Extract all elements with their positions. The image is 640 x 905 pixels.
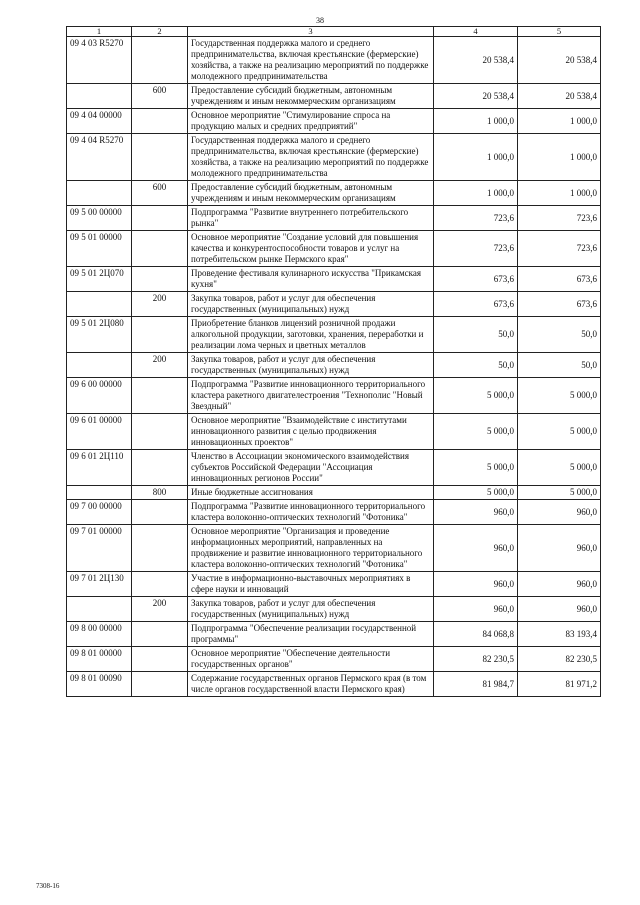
value-col5-cell: 673,6: [518, 267, 601, 292]
value-col5-cell: 673,6: [518, 292, 601, 317]
expense-type-cell: [132, 134, 188, 181]
expense-type-cell: 200: [132, 597, 188, 622]
value-col5-cell: 5 000,0: [518, 486, 601, 500]
name-cell: Предоставление субсидий бюджетным, автономным учреждениям и иным некоммерческим организациям: [188, 84, 434, 109]
expense-type-cell: [132, 231, 188, 267]
code-cell: [67, 486, 132, 500]
footer-code: 7308-16: [36, 882, 60, 890]
value-col5-cell: 50,0: [518, 353, 601, 378]
name-cell: Подпрограмма "Развитие внутреннего потребительского рынка": [188, 206, 434, 231]
code-cell: 09 8 00 00000: [67, 622, 132, 647]
code-cell: 09 6 00 00000: [67, 378, 132, 414]
code-cell: 09 5 00 00000: [67, 206, 132, 231]
expense-type-cell: 600: [132, 181, 188, 206]
name-cell: Участие в информационно-выставочных мероприятиях в сфере науки и инноваций: [188, 572, 434, 597]
table-row: [67, 353, 601, 378]
code-cell: [67, 353, 132, 378]
name-cell: Проведение фестиваля кулинарного искусства "Прикамская кухня": [188, 267, 434, 292]
value-col4-cell: 50,0: [434, 353, 518, 378]
table-row: [67, 597, 601, 622]
code-cell: 09 6 01 00000: [67, 414, 132, 450]
expense-type-cell: [132, 572, 188, 597]
value-col4-cell: 5 000,0: [434, 378, 518, 414]
value-col4-cell: 50,0: [434, 317, 518, 353]
value-col4-cell: 1 000,0: [434, 109, 518, 134]
code-cell: 09 7 01 2Ц130: [67, 572, 132, 597]
value-col4-cell: 82 230,5: [434, 647, 518, 672]
value-col5-cell: 50,0: [518, 317, 601, 353]
name-cell: Подпрограмма "Развитие инновационного территориального кластера ракетного двигателестроения "Технополис "Новый Звездный": [188, 378, 434, 414]
code-cell: [67, 84, 132, 109]
table-row: [67, 231, 601, 267]
expense-type-cell: [132, 500, 188, 525]
expense-type-cell: 800: [132, 486, 188, 500]
name-cell: Иные бюджетные ассигнования: [188, 486, 434, 500]
code-cell: 09 6 01 2Ц110: [67, 450, 132, 486]
header-cell: 4: [434, 27, 518, 37]
name-cell: Подпрограмма "Обеспечение реализации государственной программы": [188, 622, 434, 647]
name-cell: Подпрограмма "Развитие инновационного территориального кластера волоконно-оптических технологий "Фотоника": [188, 500, 434, 525]
expense-type-cell: [132, 109, 188, 134]
expense-type-cell: [132, 206, 188, 231]
value-col5-cell: 5 000,0: [518, 378, 601, 414]
header-cell: 2: [132, 27, 188, 37]
value-col4-cell: 1 000,0: [434, 134, 518, 181]
table-row: [67, 622, 601, 647]
value-col5-cell: 960,0: [518, 572, 601, 597]
code-cell: 09 8 01 00090: [67, 672, 132, 697]
value-col4-cell: 723,6: [434, 206, 518, 231]
code-cell: 09 8 01 00000: [67, 647, 132, 672]
table-row: [67, 181, 601, 206]
value-col4-cell: 673,6: [434, 292, 518, 317]
value-col5-cell: 960,0: [518, 525, 601, 572]
header-cell: 1: [67, 27, 132, 37]
value-col4-cell: 20 538,4: [434, 37, 518, 84]
value-col5-cell: 81 971,2: [518, 672, 601, 697]
budget-table: [66, 26, 601, 697]
expense-type-cell: [132, 414, 188, 450]
code-cell: 09 5 01 00000: [67, 231, 132, 267]
table-header-row: [67, 27, 601, 37]
value-col5-cell: 20 538,4: [518, 37, 601, 84]
value-col4-cell: 5 000,0: [434, 486, 518, 500]
name-cell: Закупка товаров, работ и услуг для обеспечения государственных (муниципальных) нужд: [188, 292, 434, 317]
header-cell: 5: [518, 27, 601, 37]
value-col4-cell: 20 538,4: [434, 84, 518, 109]
name-cell: Содержание государственных органов Пермского края (в том числе органов государственной власти Пермского края): [188, 672, 434, 697]
expense-type-cell: 200: [132, 353, 188, 378]
table-row: [67, 486, 601, 500]
value-col5-cell: 960,0: [518, 597, 601, 622]
table-row: [67, 267, 601, 292]
name-cell: Государственная поддержка малого и среднего предпринимательства, включая крестьянские (фермерские) хозяйства, а также на реализацию мероприятий по поддержке молодежного предпринимательства: [188, 37, 434, 84]
code-cell: [67, 597, 132, 622]
header-cell: 3: [188, 27, 434, 37]
code-cell: [67, 181, 132, 206]
expense-type-cell: [132, 37, 188, 84]
value-col5-cell: 723,6: [518, 206, 601, 231]
table-row: [67, 414, 601, 450]
expense-type-cell: 600: [132, 84, 188, 109]
value-col4-cell: 960,0: [434, 572, 518, 597]
expense-type-cell: [132, 622, 188, 647]
value-col5-cell: 723,6: [518, 231, 601, 267]
code-cell: 09 4 04 00000: [67, 109, 132, 134]
value-col4-cell: 723,6: [434, 231, 518, 267]
code-cell: 09 7 00 00000: [67, 500, 132, 525]
name-cell: Закупка товаров, работ и услуг для обеспечения государственных (муниципальных) нужд: [188, 353, 434, 378]
value-col4-cell: 673,6: [434, 267, 518, 292]
value-col4-cell: 5 000,0: [434, 414, 518, 450]
value-col4-cell: 81 984,7: [434, 672, 518, 697]
value-col4-cell: 960,0: [434, 525, 518, 572]
value-col4-cell: 5 000,0: [434, 450, 518, 486]
table-row: [67, 84, 601, 109]
expense-type-cell: 200: [132, 292, 188, 317]
name-cell: Основное мероприятие "Организация и проведение информационных мероприятий, направленных на продвижение и развитие инновационного территориального кластера волоконно-оптических технологий "Фотоника": [188, 525, 434, 572]
expense-type-cell: [132, 317, 188, 353]
table-row: [67, 450, 601, 486]
table-row: [67, 500, 601, 525]
table-row: [67, 672, 601, 697]
value-col4-cell: 84 068,8: [434, 622, 518, 647]
expense-type-cell: [132, 672, 188, 697]
table-row: [67, 572, 601, 597]
table-row: [67, 109, 601, 134]
table-row: [67, 647, 601, 672]
name-cell: Основное мероприятие "Взаимодействие с институтами инновационного развития с целью продвижения инновационных проектов": [188, 414, 434, 450]
code-cell: [67, 292, 132, 317]
name-cell: Основное мероприятие "Создание условий для повышения качества и конкурентоспособности товаров и услуг на потребительском рынке Пермского края": [188, 231, 434, 267]
table-row: [67, 317, 601, 353]
code-cell: 09 5 01 2Ц080: [67, 317, 132, 353]
name-cell: Членство в Ассоциации экономического взаимодействия субъектов Российской Федерации "Ассоциация инновационных регионов России": [188, 450, 434, 486]
expense-type-cell: [132, 450, 188, 486]
expense-type-cell: [132, 647, 188, 672]
value-col4-cell: 960,0: [434, 597, 518, 622]
value-col5-cell: 20 538,4: [518, 84, 601, 109]
value-col4-cell: 960,0: [434, 500, 518, 525]
value-col5-cell: 83 193,4: [518, 622, 601, 647]
page-number: 38: [316, 16, 324, 25]
name-cell: Предоставление субсидий бюджетным, автономным учреждениям и иным некоммерческим организациям: [188, 181, 434, 206]
expense-type-cell: [132, 525, 188, 572]
value-col5-cell: 5 000,0: [518, 414, 601, 450]
value-col5-cell: 1 000,0: [518, 109, 601, 134]
code-cell: 09 7 01 00000: [67, 525, 132, 572]
expense-type-cell: [132, 378, 188, 414]
table-row: [67, 206, 601, 231]
table-row: [67, 292, 601, 317]
table-row: [67, 134, 601, 181]
table-row: [67, 37, 601, 84]
value-col5-cell: 5 000,0: [518, 450, 601, 486]
name-cell: Закупка товаров, работ и услуг для обеспечения государственных (муниципальных) нужд: [188, 597, 434, 622]
code-cell: 09 4 04 R5270: [67, 134, 132, 181]
value-col5-cell: 1 000,0: [518, 181, 601, 206]
name-cell: Государственная поддержка малого и среднего предпринимательства, включая крестьянские (фермерские) хозяйства, а также на реализацию мероприятий по поддержке молодежного предпринимательства: [188, 134, 434, 181]
expense-type-cell: [132, 267, 188, 292]
value-col4-cell: 1 000,0: [434, 181, 518, 206]
name-cell: Приобретение бланков лицензий розничной продажи алкогольной продукции, заготовки, хранения, переработки и реализации лома черных и цветных металлов: [188, 317, 434, 353]
name-cell: Основное мероприятие "Обеспечение деятельности государственных органов": [188, 647, 434, 672]
value-col5-cell: 1 000,0: [518, 134, 601, 181]
value-col5-cell: 960,0: [518, 500, 601, 525]
code-cell: 09 4 03 R5270: [67, 37, 132, 84]
table-row: [67, 378, 601, 414]
code-cell: 09 5 01 2Ц070: [67, 267, 132, 292]
name-cell: Основное мероприятие "Стимулирование спроса на продукцию малых и средних предприятий": [188, 109, 434, 134]
value-col5-cell: 82 230,5: [518, 647, 601, 672]
table-row: [67, 525, 601, 572]
